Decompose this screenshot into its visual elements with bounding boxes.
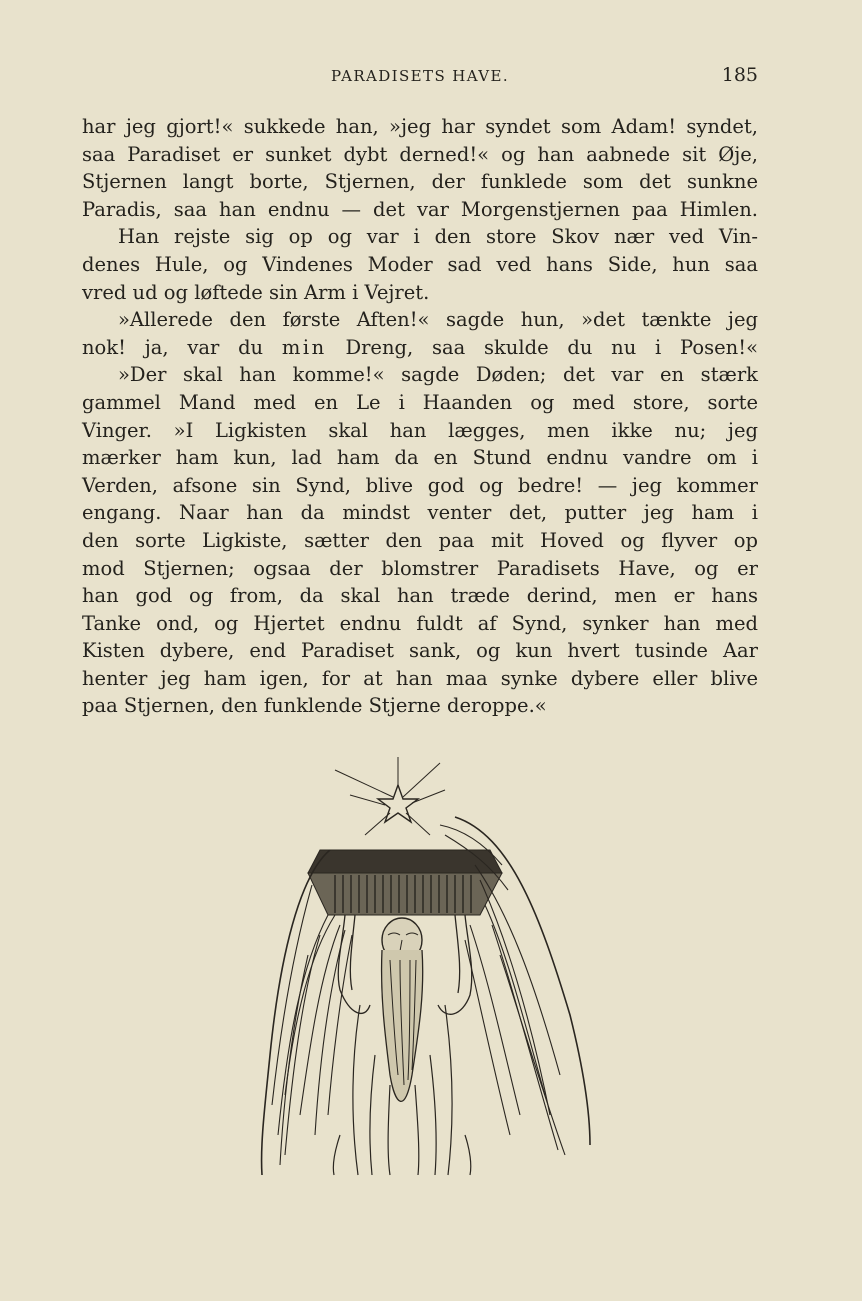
text-line: den sorte Ligkiste, sætter den paa mit Hoved og flyver op: [82, 528, 758, 552]
engraving-illustration: [240, 755, 600, 1180]
line-head: nok! ja, var du: [82, 335, 282, 359]
emphasized-word: min: [281, 335, 327, 359]
text-line-composite: [82, 334, 758, 362]
text-line: paa Stjernen, den funklende Stjerne deroppe.«: [82, 694, 547, 718]
death-coffin-illustration: [240, 755, 600, 1180]
text-line: Kisten dybere, end Paradiset sank, og kun hvert tusinde Aar: [82, 639, 758, 663]
text-line: »Der skal han komme!« sagde Døden; det var en stærk: [118, 363, 758, 387]
coffin: [308, 850, 502, 915]
text-line: »Allerede den første Aften!« sagde hun, »det tænkte jeg: [118, 308, 758, 332]
text-line: Han rejste sig op og var i den store Skov nær ved Vin-: [118, 225, 758, 249]
text-line: Stjernen langt borte, Stjernen, der funklede som det sunkne: [82, 170, 758, 194]
text-line: mod Stjernen; ogsaa der blomstrer Paradisets Have, og er: [82, 556, 758, 580]
text-line: vred ud og løftede sin Arm i Vejret.: [82, 280, 430, 304]
text-line: gammel Mand med en Le i Haanden og med store, sorte: [82, 390, 758, 414]
text-line: saa Paradiset er sunket dybt derned!« og han aabnede sit Øje,: [82, 142, 758, 166]
figure-head: [382, 918, 423, 1101]
star-icon: [335, 757, 445, 835]
text-line: mærker ham kun, lad ham da en Stund endnu vandre om i: [82, 446, 758, 470]
text-line: engang. Naar han da mindst venter det, putter jeg ham i: [82, 501, 758, 525]
text-line: Verden, afsone sin Synd, blive god og bedre! — jeg kommer: [82, 473, 758, 497]
body-text: [82, 113, 758, 720]
text-line: har jeg gjort!« sukkede han, »jeg har syndet som Adam! syndet,: [82, 115, 758, 138]
text-line: Vinger. »I Ligkisten skal han lægges, men ikke nu; jeg: [82, 418, 758, 442]
line-tail: Dreng, saa skulde du nu i Posen!«: [326, 335, 758, 359]
running-head: [82, 64, 758, 90]
text-line: han god og from, da skal han træde derind, men er hans: [82, 584, 758, 608]
page-number: 185: [721, 64, 758, 86]
text-line: Tanke ond, og Hjertet endnu fuldt af Synd, synker han med: [82, 611, 758, 635]
running-title: PARADISETS HAVE.: [330, 67, 510, 85]
text-line: henter jeg ham igen, for at han maa synke dybere eller blive: [82, 666, 758, 690]
text-line: denes Hule, og Vindenes Moder sad ved hans Side, hun saa: [82, 252, 758, 276]
text-line: Paradis, saa han endnu — det var Morgenstjernen paa Himlen.: [82, 197, 758, 221]
